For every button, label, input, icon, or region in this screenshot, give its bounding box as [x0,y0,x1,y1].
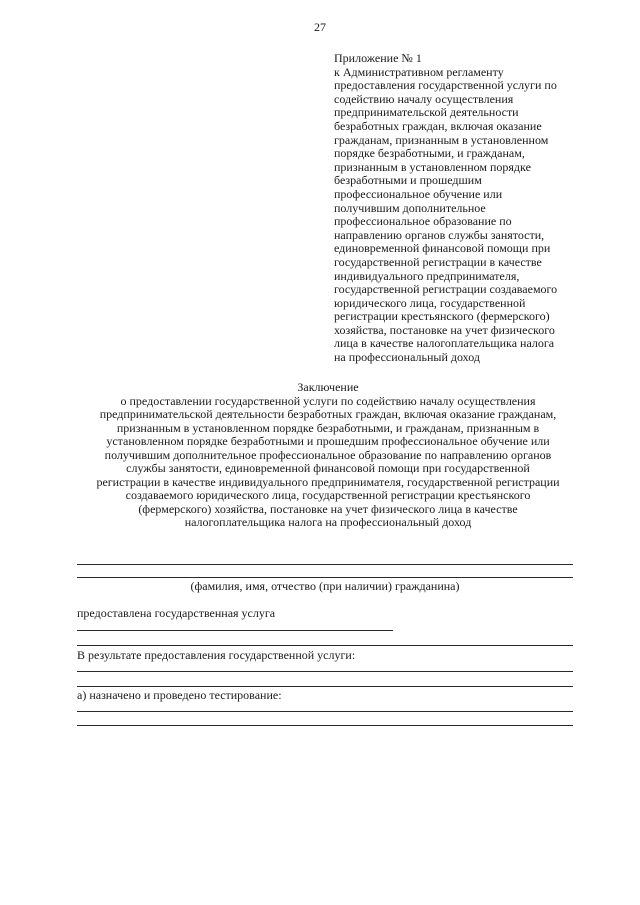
conclusion-line: налогоплательщика налога на профессиональный доход [184,515,472,529]
appendix-line: гражданам, признанным в установленном [334,132,549,147]
appendix-line: предпринимательской деятельности [334,105,519,120]
conclusion-line: регистрации в качестве индивидуального предпринимателя, государственной регистрации [96,474,560,489]
testing-fill-line-2[interactable] [77,725,573,726]
conclusion-block [60,381,596,530]
appendix-line: на профессиональный доход [334,350,480,365]
result-fill-line-1[interactable] [77,671,573,672]
conclusion-title: Заключение [297,380,359,394]
conclusion-line: (фермерского) хозяйства, постановке на учет физического лица в качестве [138,501,518,516]
appendix-line: получившим дополнительное [334,200,486,215]
conclusion-line: о предоставлении государственной услуги по содействию началу осуществления [120,393,536,408]
appendix-line: лица в качестве налогоплательщика налога [334,336,555,351]
testing-label: а) назначено и проведено тестирование: [77,688,282,702]
appendix-line: порядке безработными, и гражданам, [334,146,525,161]
appendix-header [334,52,594,365]
name-fill-line-1[interactable] [77,564,573,565]
result-fill-line-2[interactable] [77,686,573,687]
appendix-line: единовременной финансовой помощи при [334,241,551,256]
appendix-line: содействию началу осуществления [334,91,514,106]
appendix-line: безработными и прошедшим [334,173,482,188]
conclusion-line: службы занятости, единовременной финансовой помощи при государственной [126,461,530,475]
appendix-line: государственной регистрации в качестве [334,254,542,269]
page-number: 27 [314,20,326,34]
appendix-line: хозяйства, постановке на учет физического [334,322,555,337]
appendix-line: государственной регистрации создаваемого [334,282,558,297]
appendix-line: юридического лица, государственной [334,295,526,310]
conclusion-line: признанным в установленном порядке безработными, и гражданам, признанным в [116,420,540,435]
service-fill-line-1[interactable] [77,630,393,631]
appendix-line: к Административном регламенту [334,64,504,79]
appendix-line: безработных граждан, включая оказание [334,118,542,133]
result-label: В результате предоставления государственной услуги: [77,648,356,662]
appendix-line: индивидуального предпринимателя, [334,268,520,283]
appendix-line: признанным в установленном порядке [334,159,531,174]
testing-fill-line-1[interactable] [77,711,573,712]
appendix-line: профессиональное образование по [334,214,512,229]
conclusion-line: получившим дополнительное профессиональное образование по направлению органов [104,447,552,462]
name-caption: (фамилия, имя, отчество (при наличии) гражданина) [190,579,460,593]
name-fill-line-2[interactable] [77,577,573,578]
appendix-line: направлению органов службы занятости, [334,227,545,242]
appendix-line: предоставления государственной услуги по [334,78,557,93]
conclusion-line: установленном порядке безработными и прошедшим профессиональное обучение или [106,434,550,448]
service-provided-label: предоставлена государственная услуга [77,606,276,620]
conclusion-line: создаваемого юридического лица, государственной регистрации крестьянского [125,488,531,502]
appendix-line: профессиональное обучение или [334,186,503,201]
service-fill-line-2[interactable] [77,645,573,646]
conclusion-line: предпринимательской деятельности безработных граждан, включая оказание гражданам, [99,407,557,421]
appendix-line: регистрации крестьянского (фермерского) [334,309,550,324]
appendix-line: Приложение № 1 [334,51,422,65]
